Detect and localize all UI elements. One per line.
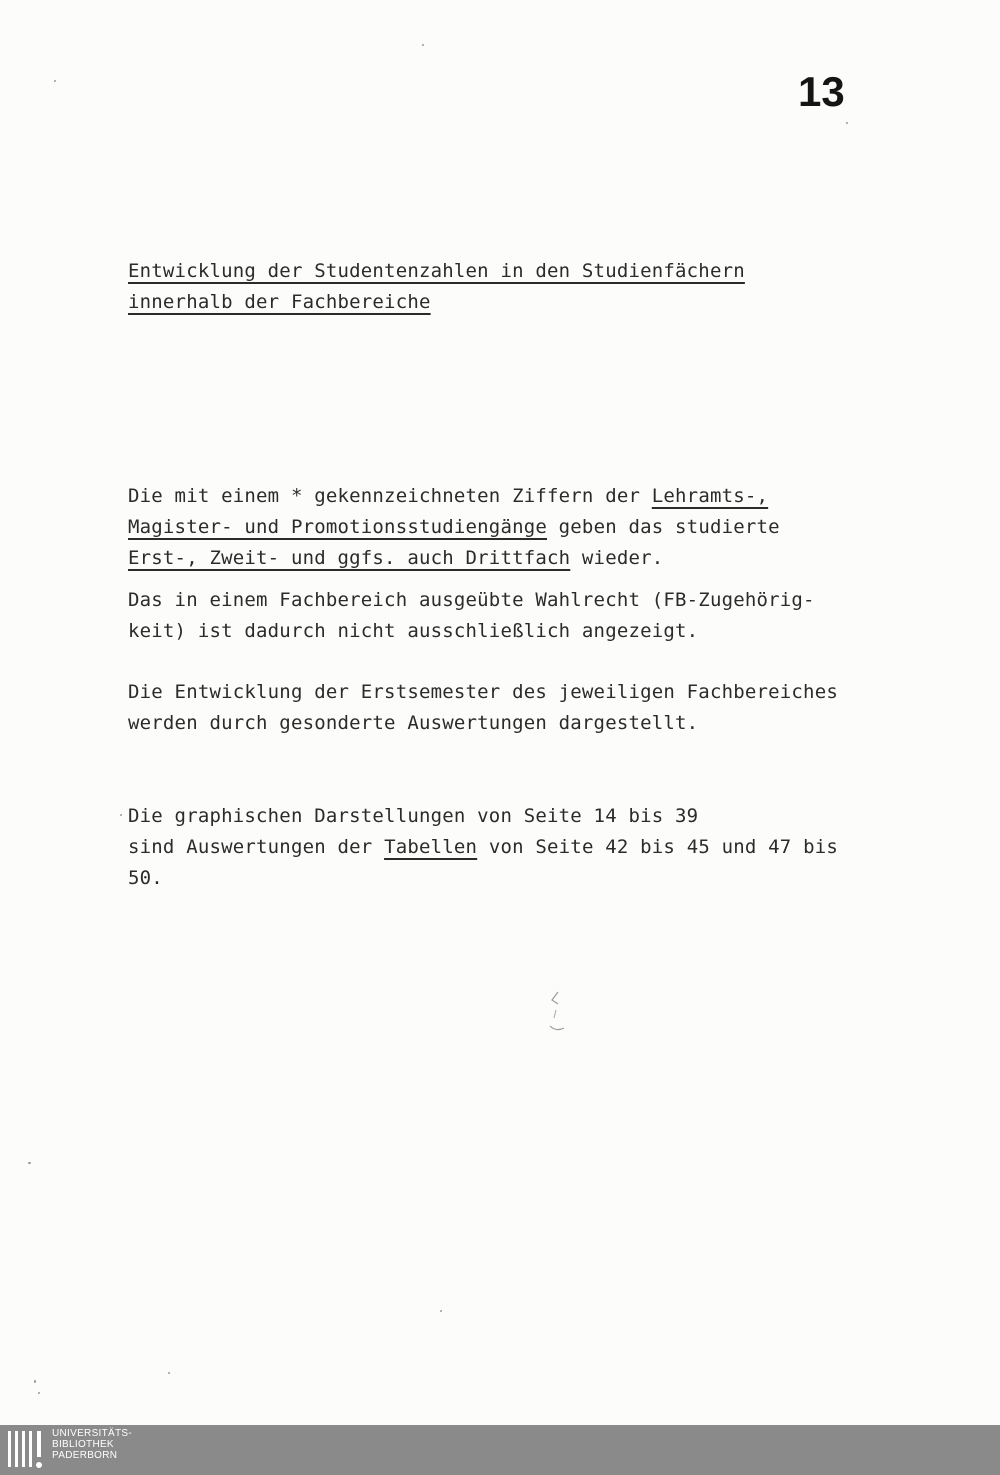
paragraph-1-line-3 [128,546,663,570]
scan-speck [38,1392,40,1394]
paragraph-1-line-1 [128,484,768,508]
paragraph-1-text: geben das studierte [547,516,780,538]
paragraph-4-line-3: 50. [128,867,163,889]
studiengaenge-underlined: Magister- und Promotionsstudiengänge [128,516,548,538]
paragraph-1-line-2 [128,515,780,539]
scan-speck [28,1162,31,1164]
paragraph-1-text: Die mit einem * gekennzeichneten Ziffern der [128,485,652,507]
paragraph-2-line-1: Das in einem Fachbereich ausgeübte Wahlrecht (FB-Zugehörig- [128,589,815,611]
library-name [52,1428,132,1461]
scan-speck [34,1380,36,1383]
tabellen-underlined: Tabellen [384,836,478,858]
paragraph-4-line-1: Die graphischen Darstellungen von Seite 14 bis 39 [128,805,699,827]
scan-speck [440,1310,442,1312]
paragraph-1-text: wieder. [570,547,664,569]
library-name-line-2: BIBLIOTHEK [52,1439,114,1450]
scan-speck [846,122,848,124]
library-name-line-3: PADERBORN [52,1450,118,1461]
scan-speck [54,80,56,82]
paragraph-4-text: von Seite 42 bis 45 und 47 bis [477,836,838,858]
paragraph-3-line-2: werden durch gesonderte Auswertungen dargestellt. [128,712,699,734]
faecher-underlined: Erst-, Zweit- und ggfs. auch Drittfach [128,547,571,569]
library-name-line-1: UNIVERSITÄTS- [52,1428,133,1439]
scan-speck [120,814,122,816]
heading-line-1: Entwicklung der Studentenzahlen in den Studienfächern [128,260,745,282]
pencil-mark-icon [544,988,568,1034]
scan-speck [422,44,424,46]
paragraph-4-text: sind Auswertungen der [128,836,385,858]
lehramts-underlined: Lehramts-, [651,485,769,507]
library-logo-icon [6,1427,48,1471]
paragraph-2-line-2: keit) ist dadurch nicht ausschließlich angezeigt. [128,620,699,642]
paragraph-4-line-2 [128,835,838,859]
page-number: 13 [798,68,845,115]
paragraph-3-line-1: Die Entwicklung der Erstsemester des jeweiligen Fachbereiches [128,681,838,703]
library-footer [0,1425,1000,1475]
heading-line-2: innerhalb der Fachbereiche [128,291,431,313]
scan-speck [168,1372,170,1374]
